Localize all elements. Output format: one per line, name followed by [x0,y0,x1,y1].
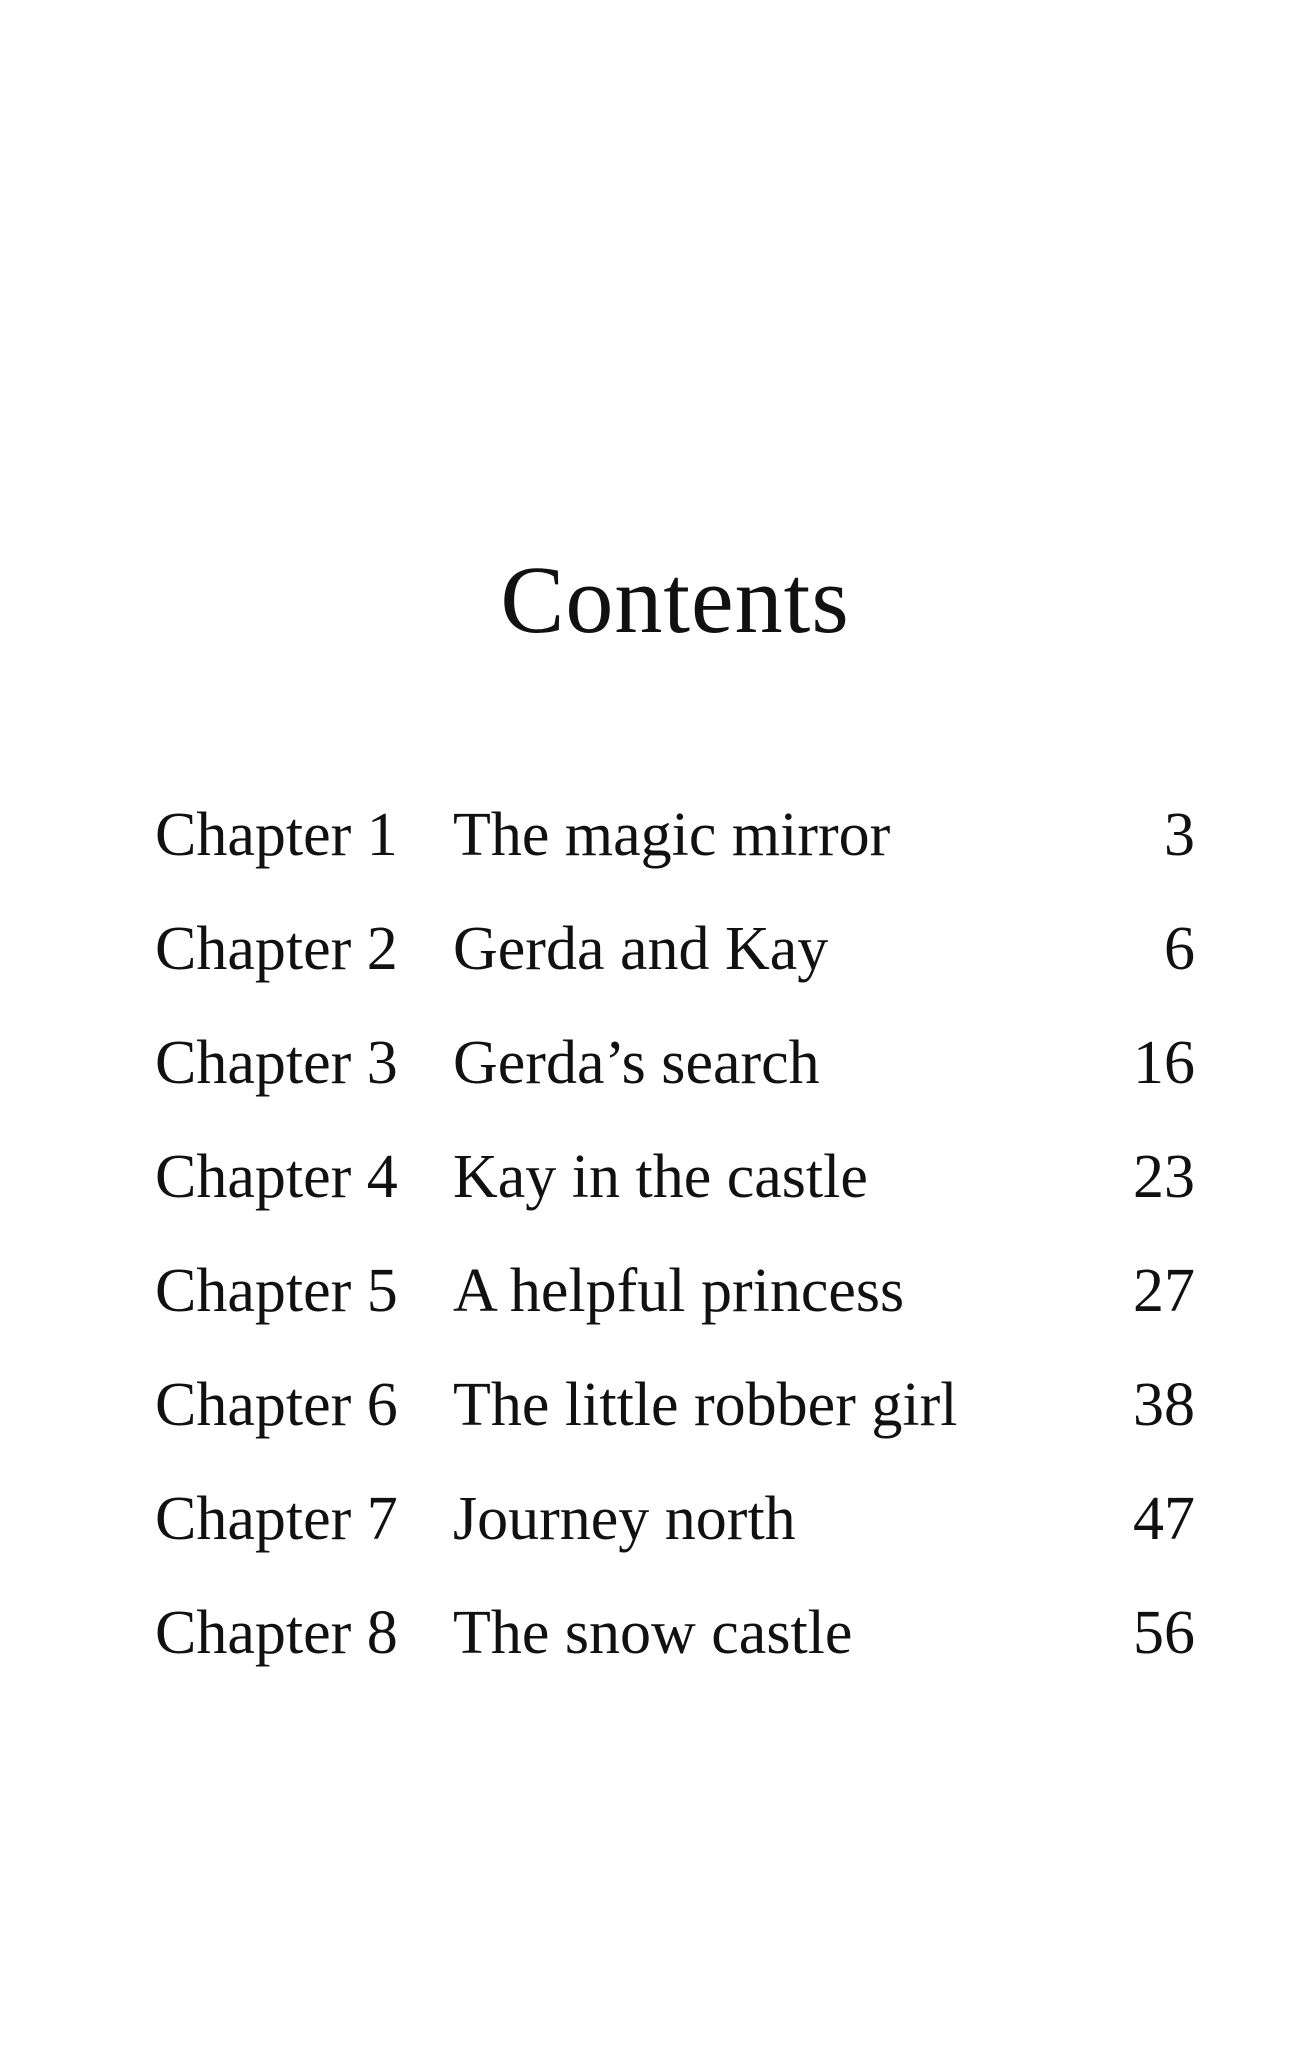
page-number: 27 [1133,1257,1195,1325]
page-number: 3 [1164,801,1195,869]
chapter-title: Journey north [453,1485,796,1553]
toc-row-7 [155,1474,1195,1588]
chapter-label: Chapter 2 [155,915,398,983]
chapter-title: Gerda’s search [453,1029,820,1097]
page-title: Contents [500,546,850,653]
chapter-label: Chapter 4 [155,1143,398,1211]
toc-row-5 [155,1246,1195,1360]
chapter-label: Chapter 5 [155,1257,398,1325]
page-number: 56 [1133,1599,1195,1667]
chapter-title: The magic mirror [453,801,891,869]
page-number: 23 [1133,1143,1195,1211]
page-number: 16 [1133,1029,1195,1097]
toc-row-4 [155,1132,1195,1246]
toc-row-1 [155,790,1195,904]
toc-row-2 [155,904,1195,1018]
chapter-label: Chapter 8 [155,1599,398,1667]
table-of-contents [155,790,1195,1702]
chapter-label: Chapter 7 [155,1485,398,1553]
page-number: 6 [1164,915,1195,983]
chapter-label: Chapter 3 [155,1029,398,1097]
chapter-label: Chapter 1 [155,801,398,869]
page-number: 38 [1133,1371,1195,1439]
chapter-title: The little robber girl [453,1371,958,1439]
chapter-title: Kay in the castle [453,1143,868,1211]
page-number: 47 [1133,1485,1195,1553]
toc-row-3 [155,1018,1195,1132]
chapter-title: Gerda and Kay [453,915,829,983]
toc-row-6 [155,1360,1195,1474]
chapter-title: The snow castle [453,1599,853,1667]
toc-row-8 [155,1588,1195,1702]
chapter-label: Chapter 6 [155,1371,398,1439]
chapter-title: A helpful princess [453,1257,905,1325]
